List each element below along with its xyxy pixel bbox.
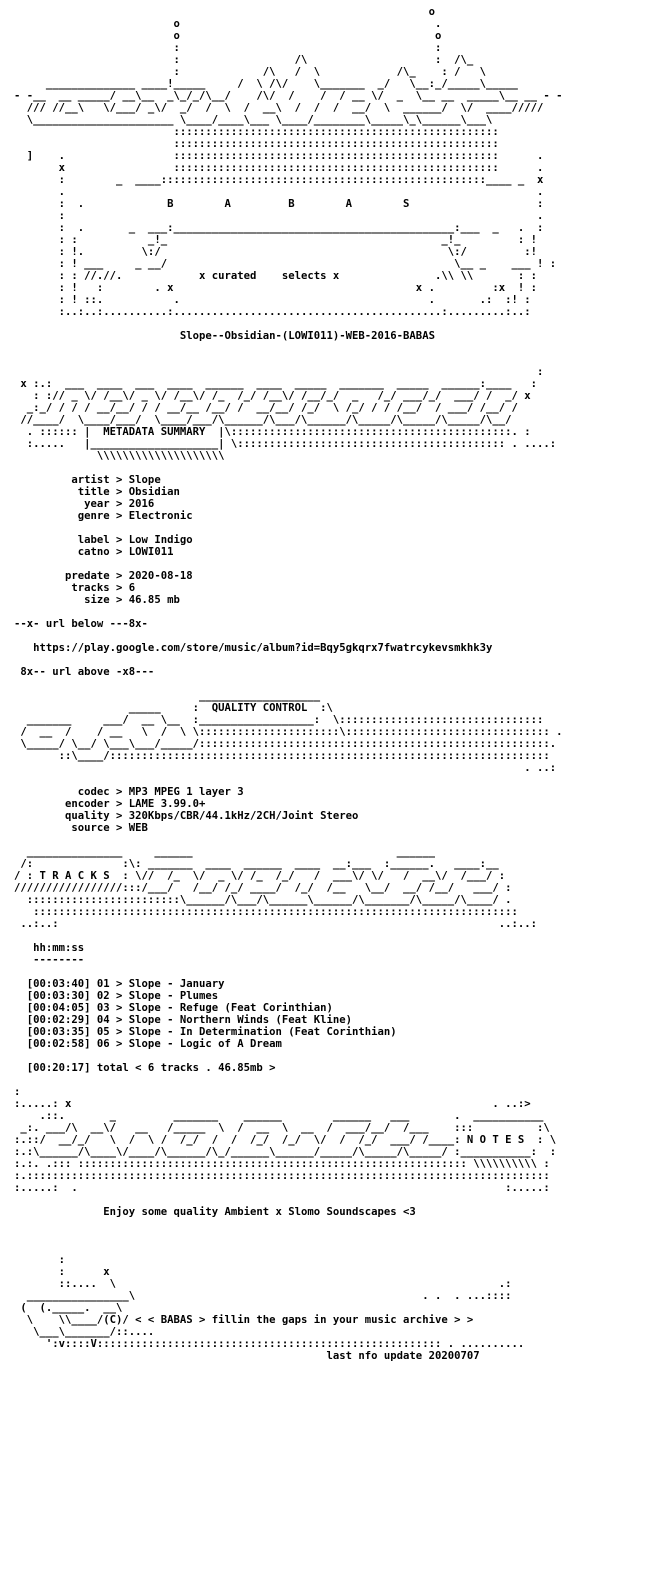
metadata-list	[14, 474, 563, 606]
logo-art-line: : .	[14, 210, 544, 222]
quality-art-line: _______ ___/ __ \__ :__________________: \::::::::::::::::::::::::::::::::	[14, 714, 544, 726]
footer-art-line: ( (._____. __\	[14, 1302, 123, 1314]
quality-art-line: . ..:	[14, 762, 557, 774]
footer-art-line: ':v::::V:::::::::::::::::::::::::::::::::::::::::::::::::::::: . ..........	[14, 1338, 525, 1350]
logo-art-line: : ! ::. . . .: :! :	[14, 294, 531, 306]
track-row: [00:02:29] 04 > Slope - Northern Winds (Feat Kline)	[14, 1014, 353, 1026]
track-row: [00:02:58] 06 > Slope - Logic of A Dream	[14, 1038, 282, 1050]
metadata-banner-line: :..... |____________________| \:::::::::::::::::::::::::::::::::::::::::: . ....:	[14, 438, 557, 450]
logo-art-line: o .	[14, 18, 442, 30]
logo-art-line: : . B A B A S :	[14, 198, 544, 210]
notes-art-line: :	[14, 1086, 21, 1098]
notes-art-line: :.:\______/\____\/____/\______/\_/______\______/_____/\_____/\_____/ :___________: :	[14, 1146, 557, 1158]
logo-art-line: \______________________ \____/____\___ \____/________\_____\_\______\___\	[14, 114, 493, 126]
url-below-marker: --x- url below ---8x-	[14, 618, 148, 630]
logo-art-line: . .	[14, 186, 544, 198]
notes-art-line: :.....: x . ..:>	[14, 1098, 531, 1110]
quality-source: source > WEB	[14, 822, 148, 834]
track-row: [00:04:05] 03 > Slope - Refuge (Feat Corinthian)	[14, 1002, 333, 1014]
footer-art-line: \ \\____/(C)/ < < BABAS > fillin the gaps in your music archive > >	[14, 1314, 474, 1326]
logo-art-line: : . _ ___:____________________________________________:___ _ . :	[14, 222, 544, 234]
tracks-total: [00:20:17] total < 6 tracks . 46.85mb >	[14, 1062, 276, 1074]
metadata-spacer	[14, 558, 563, 570]
quality-codec: codec > MP3 MPEG 1 layer 3	[14, 786, 244, 798]
tracks-art-line: ::::::::::::::::::::::::\______/\___/\______\______/\_______/\_____/\____/ .	[14, 894, 512, 906]
metadata-size: size > 46.85 mb	[14, 594, 180, 606]
footer-art-line: ________________\ . . . ...::::	[14, 1290, 512, 1302]
metadata-artist: artist > Slope	[14, 474, 161, 486]
metadata-art-line: :	[14, 366, 544, 378]
logo-art-line: o	[14, 6, 435, 18]
logo-art-line: ] . ::::::::::::::::::::::::::::::::::::::::::::::::::: .	[14, 150, 544, 162]
metadata-banner-line: . :::::: | METADATA SUMMARY |\::::::::::::::::::::::::::::::::::::::::::::. :	[14, 426, 531, 438]
quality-art-line: \_____/ \__/ \___\___/_____/:::::::::::::::::::::::::::::::::::::::::::::::::::::::.	[14, 738, 557, 750]
logo-art-line: : : //.//. x curated selects x .\\ \\ : :	[14, 270, 537, 282]
logo-art-line: x ::::::::::::::::::::::::::::::::::::::::::::::::::: .	[14, 162, 544, 174]
logo-art-line: : _ ____:::::::::::::::::::::::::::::::::::::::::::::::::::____ _ x	[14, 174, 544, 186]
metadata-art-line: : :// _ \/ /__\/ _ \/ /__\/ /_ /_/ /__\/ /__/_/ _ /_/ ___/_/ ___/ / _/ x	[14, 390, 531, 402]
logo-art-line: : ! : . x x . :x ! :	[14, 282, 537, 294]
quality-art-line: ::\____/:::::::::::::::::::::::::::::::::::::::::::::::::::::::::::::::::::::	[14, 750, 550, 762]
logo-art-line: :::::::::::::::::::::::::::::::::::::::::::::::::::	[14, 126, 499, 138]
quality-art-line: _____ : QUALITY CONTROL :\	[14, 702, 333, 714]
babas-logo-art	[14, 6, 563, 318]
footer-art-line: : x	[14, 1266, 110, 1278]
tracks-section-art	[14, 846, 563, 930]
notes-art-line: :.....: . :.....:	[14, 1182, 550, 1194]
tracks-art-line: /////////////////:::/___/ /__/ /_/ ____/ /_/ /__ \__/ __/ /__/ ___/ :	[14, 882, 512, 894]
quality-list	[14, 786, 563, 834]
notes-art-line: _:. ___/\ __\/ __ /_____ \ / __ \ __ / ___/__/ /___ ::: :\	[14, 1122, 550, 1134]
release-name: Slope--Obsidian-(LOWI011)-WEB-2016-BABAS	[14, 330, 435, 342]
logo-art-line: : /\ : /\_	[14, 54, 474, 66]
logo-art-line: : :	[14, 42, 442, 54]
tracks-art-line: ::::::::::::::::::::::::::::::::::::::::::::::::::::::::::::::::::::::::::::	[14, 906, 518, 918]
metadata-section-art	[14, 366, 563, 426]
footer-art-line: :	[14, 1254, 66, 1266]
quality-art-line: / __ / / __ \ / \ \::::::::::::::::::::::\:::::::::::::::::::::::::::::::: .	[14, 726, 563, 738]
metadata-genre: genre > Electronic	[14, 510, 193, 522]
url-above-marker: 8x-- url above -x8---	[14, 666, 155, 678]
footer-art-line: \___\_______/::....	[14, 1326, 155, 1338]
tracks-art-line: ..:..: ..:..:	[14, 918, 537, 930]
metadata-spacer	[14, 522, 563, 534]
notes-section-art	[14, 1086, 563, 1194]
quality-encoder: encoder > LAME 3.99.0+	[14, 798, 206, 810]
footer-art	[14, 1254, 563, 1350]
metadata-label: label > Low Indigo	[14, 534, 193, 546]
metadata-predate: predate > 2020-08-18	[14, 570, 193, 582]
nfo-document	[0, 6, 563, 1362]
logo-art-line: : : _!_ _!_ : !	[14, 234, 537, 246]
track-row: [00:03:40] 01 > Slope - January	[14, 978, 225, 990]
metadata-art-line: x :.: ___ ____ ___ ____ ______ ____ _____ _______ _____ ______:____ :	[14, 378, 537, 390]
metadata-section-banner	[14, 426, 563, 462]
metadata-banner-line: \\\\\\\\\\\\\\\\\\\\	[14, 450, 225, 462]
album-url: https://play.google.com/store/music/album?id=Bqy5gkqrx7fwatrcykevsmkhk3y	[14, 642, 493, 654]
quality-quality: quality > 320Kbps/CBR/44.1kHz/2CH/Joint Stereo	[14, 810, 359, 822]
notes-art-line: :.::/ __/_/ \ / \ / /_/ / / /_/ /_/ \/ / /_/ ___/ /____: N O T E S : \	[14, 1134, 557, 1146]
tracks-art-line: /: :\: _______ ____ ______ ____ __:___ :______. ____:__	[14, 858, 499, 870]
track-row: [00:03:30] 02 > Slope - Plumes	[14, 990, 219, 1002]
logo-art-line: : ! ___ _ __/ \__ _ ___ ! :	[14, 258, 557, 270]
logo-art-line: :::::::::::::::::::::::::::::::::::::::::::::::::::	[14, 138, 499, 150]
track-list	[14, 978, 563, 1050]
logo-art-line: o o	[14, 30, 442, 42]
metadata-tracks: tracks > 6	[14, 582, 136, 594]
logo-art-line: : !. \:/ \:/ :!	[14, 246, 537, 258]
metadata-art-line: _:_/ / / / __/__/ / / __/__ /__/ / __/__/ /_/ \ /_/ / / /__/ / ___/ /__/ /	[14, 402, 518, 414]
metadata-title: title > Obsidian	[14, 486, 180, 498]
logo-art-line: : /\ / \ /\_ : / \	[14, 66, 486, 78]
logo-art-line: - -__ __ _____/ __\__ _\_/_/\__/ /\/ / / / __ \/ _ \__ __ _____\__ __ - -	[14, 90, 563, 102]
tracks-art-line: / : T R A C K S : \// /_ \/ _ \/ /_ /_/ / ___\/ \/ / __\/ /___/ :	[14, 870, 506, 882]
notes-art-line: :.:. .::: ::::::::::::::::::::::::::::::::::::::::::::::::::::::::::::: \\\\\\\\\\ :	[14, 1158, 550, 1170]
metadata-art-line: //____/ \____/___/ \____/___/\______/\___/\______/\_____/\_____/\_____/\__/	[14, 414, 512, 426]
notes-art-line: .::. _ _______ ______ ______ ___ . ___________	[14, 1110, 544, 1122]
last-update: last nfo update 20200707	[14, 1350, 480, 1362]
logo-art-line: /// //__\ \/___/ _\/ _/ / \ / __\ / / / __/ \ ______/ \/ ____/////	[14, 102, 544, 114]
notes-art-line: :.::::::::::::::::::::::::::::::::::::::::::::::::::::::::::::::::::::::::::::::::::	[14, 1170, 550, 1182]
metadata-catno: catno > LOWI011	[14, 546, 174, 558]
quality-art-line: ___________________	[14, 690, 321, 702]
notes-text: Enjoy some quality Ambient x Slomo Soundscapes <3	[14, 1206, 416, 1218]
tracks-art-line: _______________ ______ ______	[14, 846, 435, 858]
logo-art-line: ______________ ____!_____ / \ /\/ \_______ _/ \__:_/_____\_____	[14, 78, 518, 90]
footer-art-line: ::.... \ .:	[14, 1278, 512, 1290]
logo-art-line: :..:..:..........:..........................................:.........:..:	[14, 306, 531, 318]
metadata-year: year > 2016	[14, 498, 155, 510]
quality-control-art	[14, 690, 563, 774]
tracks-column-header: hh:mm:ss	[14, 942, 85, 954]
track-row: [00:03:35] 05 > Slope - In Determination (Feat Corinthian)	[14, 1026, 397, 1038]
tracks-column-rule: --------	[14, 954, 85, 966]
